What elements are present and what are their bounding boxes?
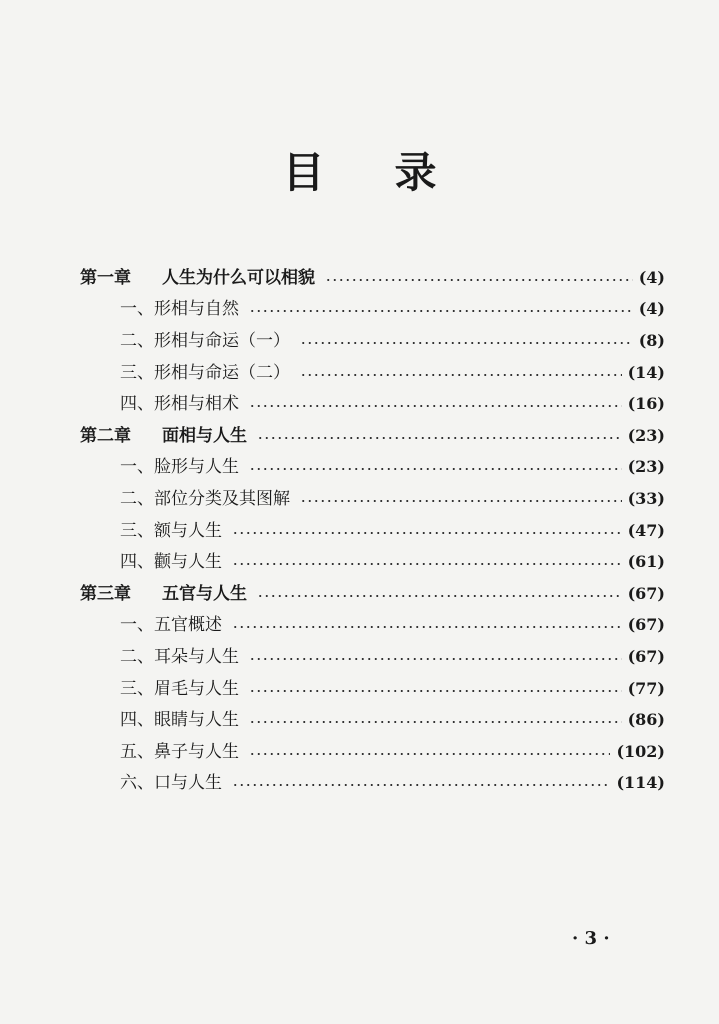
page-title bbox=[0, 140, 719, 200]
dot-leader bbox=[300, 341, 633, 345]
toc-entry-title: 形相与命运（二） bbox=[154, 362, 290, 383]
title-char-1: 目 bbox=[282, 148, 325, 197]
dot-leader bbox=[249, 657, 622, 661]
toc-entry-number: 二、 bbox=[120, 488, 154, 509]
dot-leader bbox=[300, 373, 622, 377]
toc-section-row bbox=[80, 325, 665, 357]
toc-section-row bbox=[80, 641, 665, 673]
toc-entry-page: (86) bbox=[627, 710, 665, 730]
dot-leader bbox=[249, 467, 622, 471]
toc-entry-number: 四、 bbox=[120, 552, 154, 573]
toc-entry-title: 鼻子与人生 bbox=[154, 741, 239, 762]
toc-entry-number: 二、 bbox=[120, 646, 154, 667]
toc-entry-page: (67) bbox=[627, 646, 665, 666]
toc-entry-title: 眼睛与人生 bbox=[154, 710, 239, 731]
toc-entry-title: 耳朵与人生 bbox=[154, 646, 239, 667]
toc-entry-number: 三、 bbox=[120, 362, 154, 383]
toc-entry-page: (4) bbox=[638, 299, 665, 319]
table-of-contents bbox=[80, 262, 665, 799]
toc-entry-page: (23) bbox=[627, 425, 665, 445]
toc-entry-title: 颧与人生 bbox=[154, 552, 222, 573]
toc-entry-page: (33) bbox=[627, 488, 665, 508]
toc-entry-page: (23) bbox=[627, 457, 665, 477]
toc-entry-number: 第一章 bbox=[80, 267, 131, 288]
title-char-2: 录 bbox=[394, 148, 437, 197]
dot-leader bbox=[249, 752, 610, 756]
toc-section-row bbox=[80, 736, 665, 768]
dot-leader bbox=[249, 689, 622, 693]
toc-section-row bbox=[80, 483, 665, 515]
toc-section-row bbox=[80, 515, 665, 547]
toc-entry-title: 五官概述 bbox=[154, 615, 222, 636]
toc-section-row bbox=[80, 610, 665, 642]
toc-section-row bbox=[80, 294, 665, 326]
dot-leader bbox=[232, 625, 622, 629]
dot-leader bbox=[300, 499, 622, 503]
toc-entry-page: (114) bbox=[616, 773, 665, 793]
toc-entry-number: 二、 bbox=[120, 330, 154, 351]
toc-entry-title: 额与人生 bbox=[154, 520, 222, 541]
toc-entry-number: 四、 bbox=[120, 710, 154, 731]
page-number: · 3 · bbox=[572, 928, 610, 949]
dot-leader bbox=[325, 278, 633, 282]
toc-section-row bbox=[80, 452, 665, 484]
dot-leader bbox=[257, 594, 622, 598]
toc-entry-title: 人生为什么可以相貌 bbox=[162, 267, 315, 288]
toc-entry-page: (47) bbox=[627, 520, 665, 540]
toc-entry-number: 六、 bbox=[120, 773, 154, 794]
toc-entry-title: 部位分类及其图解 bbox=[154, 488, 290, 509]
toc-section-row bbox=[80, 357, 665, 389]
toc-section-row bbox=[80, 704, 665, 736]
toc-chapter-row bbox=[80, 578, 665, 610]
toc-chapter-row bbox=[80, 262, 665, 294]
toc-entry-title: 眉毛与人生 bbox=[154, 678, 239, 699]
dot-leader bbox=[232, 783, 610, 787]
toc-section-row bbox=[80, 768, 665, 800]
toc-entry-title: 口与人生 bbox=[154, 773, 222, 794]
toc-entry-number: 一、 bbox=[120, 299, 154, 320]
toc-entry-number: 四、 bbox=[120, 394, 154, 415]
toc-entry-title: 形相与自然 bbox=[154, 299, 239, 320]
toc-entry-title: 面相与人生 bbox=[162, 425, 247, 446]
toc-entry-page: (61) bbox=[627, 552, 665, 572]
dot-leader bbox=[232, 562, 622, 566]
toc-entry-page: (16) bbox=[627, 394, 665, 414]
toc-entry-number: 三、 bbox=[120, 520, 154, 541]
dot-leader bbox=[249, 309, 633, 313]
toc-entry-number: 五、 bbox=[120, 741, 154, 762]
dot-leader bbox=[232, 531, 622, 535]
toc-chapter-row bbox=[80, 420, 665, 452]
toc-entry-page: (77) bbox=[627, 678, 665, 698]
toc-entry-page: (14) bbox=[627, 362, 665, 382]
toc-entry-page: (67) bbox=[627, 583, 665, 603]
dot-leader bbox=[249, 720, 622, 724]
toc-entry-page: (102) bbox=[616, 741, 665, 761]
toc-entry-page: (8) bbox=[638, 330, 665, 350]
toc-section-row bbox=[80, 546, 665, 578]
toc-entry-number: 三、 bbox=[120, 678, 154, 699]
toc-entry-page: (67) bbox=[627, 615, 665, 635]
toc-entry-number: 第二章 bbox=[80, 425, 131, 446]
toc-section-row bbox=[80, 388, 665, 420]
toc-entry-title: 形相与相术 bbox=[154, 394, 239, 415]
dot-leader bbox=[249, 404, 622, 408]
toc-entry-title: 五官与人生 bbox=[162, 583, 247, 604]
toc-section-row bbox=[80, 673, 665, 705]
toc-entry-number: 第三章 bbox=[80, 583, 131, 604]
toc-entry-number: 一、 bbox=[120, 615, 154, 636]
toc-entry-page: (4) bbox=[638, 267, 665, 287]
toc-entry-title: 脸形与人生 bbox=[154, 457, 239, 478]
toc-entry-title: 形相与命运（一） bbox=[154, 330, 290, 351]
dot-leader bbox=[257, 436, 622, 440]
toc-entry-number: 一、 bbox=[120, 457, 154, 478]
